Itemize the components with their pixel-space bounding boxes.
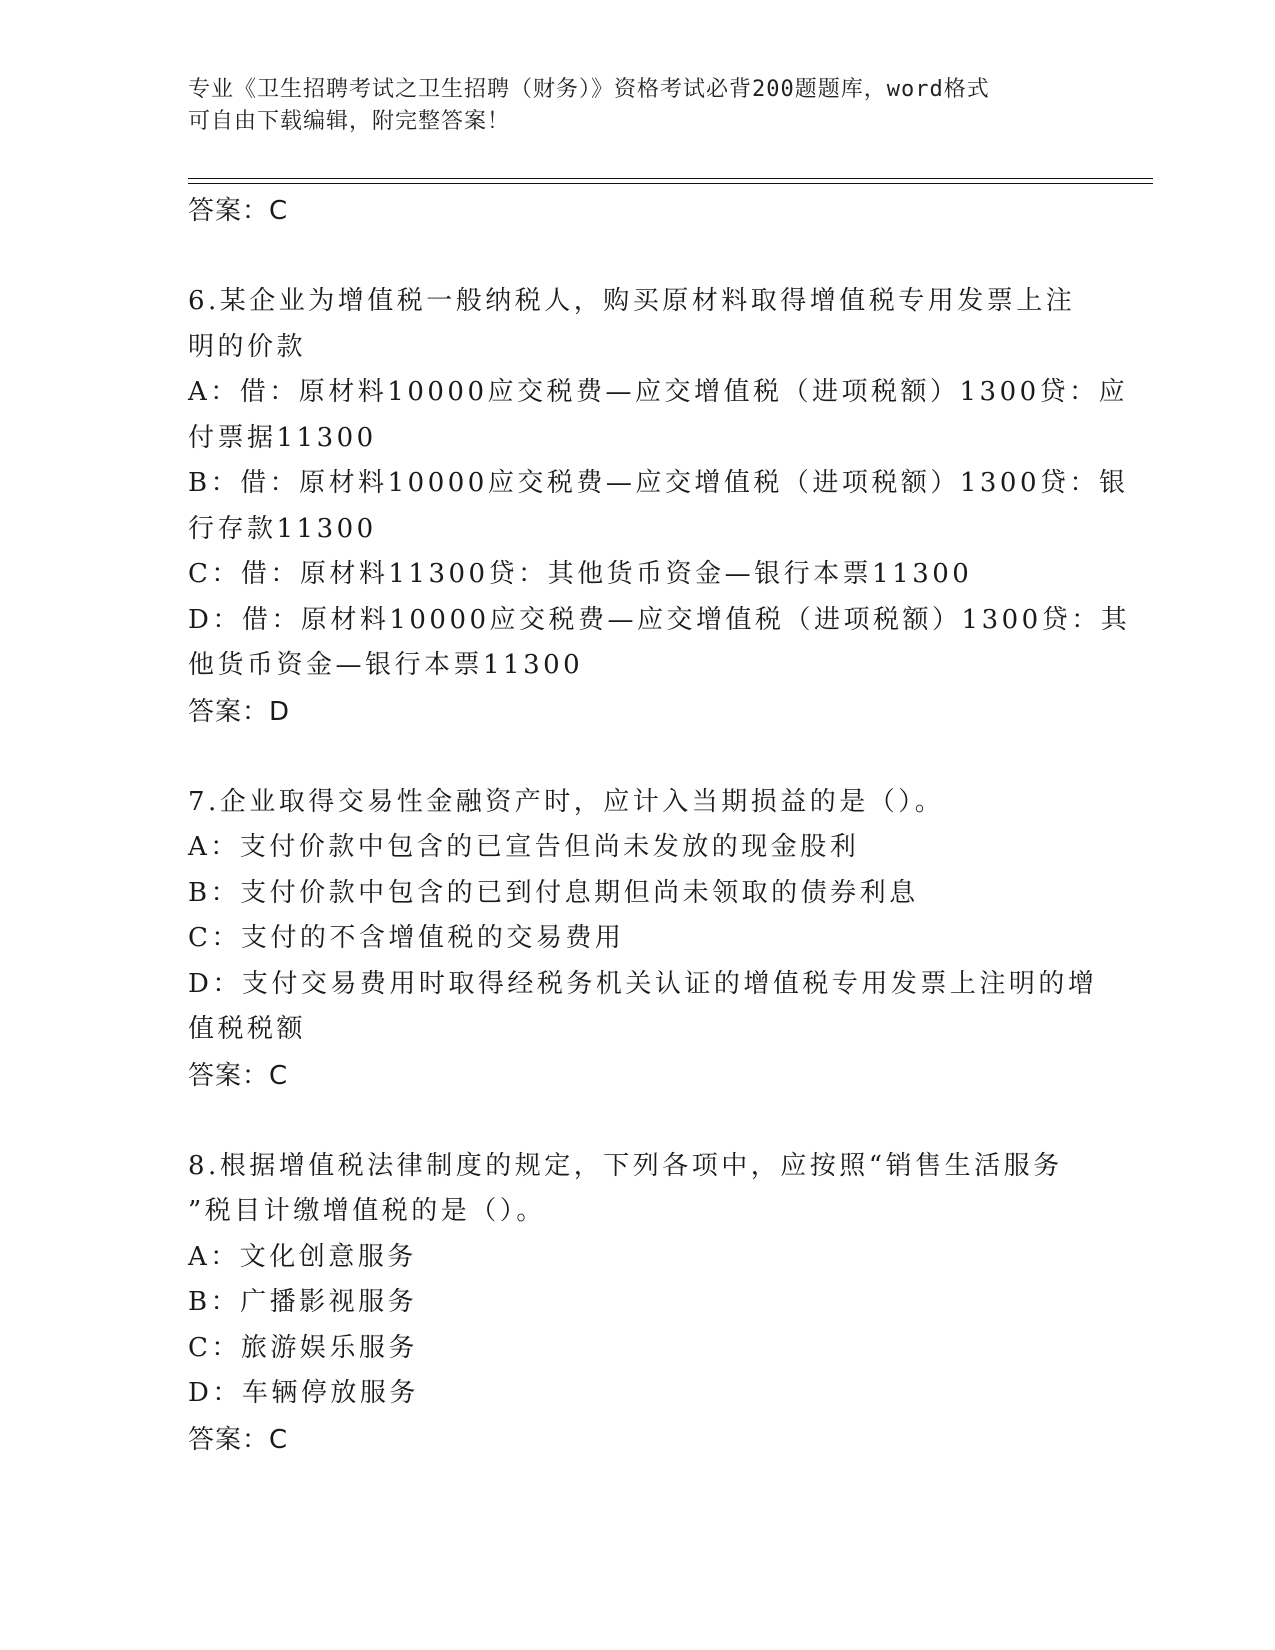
answer-line: 答案：D bbox=[188, 696, 291, 727]
header-divider-top bbox=[188, 178, 1153, 179]
question-text-line: 7.企业取得交易性金融资产时，应计入当期损益的是（）。 bbox=[188, 786, 945, 817]
question-text-line: ”税目计缴增值税的是（）。 bbox=[188, 1196, 546, 1226]
option-d-line: D：支付交易费用时取得经税务机关认证的增值税专用发票上注明的增 bbox=[188, 968, 1098, 999]
option-a-line: 付票据11300 bbox=[188, 422, 377, 453]
header-line-1: 专业《卫生招聘考试之卫生招聘（财务）》资格考试必背200题题库，word格式 bbox=[188, 77, 990, 102]
option-d-line: 他货币资金—银行本票11300 bbox=[188, 650, 584, 680]
previous-answer: 答案：C bbox=[188, 196, 289, 226]
question-text-line: 明的价款 bbox=[188, 331, 307, 362]
question-6 bbox=[188, 279, 1131, 735]
answer-line: 答案：C bbox=[188, 1060, 289, 1091]
option-d-line: 值税税额 bbox=[188, 1014, 307, 1044]
question-7 bbox=[188, 780, 1098, 1099]
option-b-line: B：支付价款中包含的已到付息期但尚未领取的债券利息 bbox=[188, 877, 919, 908]
option-d-line: D：借：原材料10000应交税费—应交增值税（进项税额）1300贷：其 bbox=[188, 604, 1131, 635]
document-header bbox=[188, 74, 1088, 138]
option-a-line: A：支付价款中包含的已宣告但尚未发放的现金股利 bbox=[188, 832, 860, 862]
option-a-line: A：文化创意服务 bbox=[188, 1241, 417, 1272]
option-a-line: A：借：原材料10000应交税费—应交增值税（进项税额）1300贷：应 bbox=[188, 377, 1129, 407]
option-c-line: C：支付的不含增值税的交易费用 bbox=[188, 923, 625, 953]
option-c-line: C：旅游娱乐服务 bbox=[188, 1332, 418, 1363]
header-line-2: 可自由下载编辑，附完整答案！ bbox=[188, 109, 511, 134]
option-b-line: B：广播影视服务 bbox=[188, 1287, 418, 1317]
option-b-line: 行存款11300 bbox=[188, 513, 377, 544]
option-c-line: C：借：原材料11300贷：其他货币资金—银行本票11300 bbox=[188, 559, 973, 589]
answer-line: 答案：C bbox=[188, 1424, 289, 1455]
header-divider-bottom bbox=[188, 183, 1153, 184]
option-b-line: B：借：原材料10000应交税费—应交增值税（进项税额）1300贷：银 bbox=[188, 468, 1129, 498]
question-text-line: 8.根据增值税法律制度的规定，下列各项中，应按照“销售生活服务 bbox=[188, 1150, 1063, 1181]
page-body bbox=[188, 188, 1131, 1463]
question-text-line: 6.某企业为增值税一般纳税人，购买原材料取得增值税专用发票上注 bbox=[188, 286, 1076, 316]
option-d-line: D：车辆停放服务 bbox=[188, 1378, 419, 1408]
question-8 bbox=[188, 1144, 1088, 1463]
